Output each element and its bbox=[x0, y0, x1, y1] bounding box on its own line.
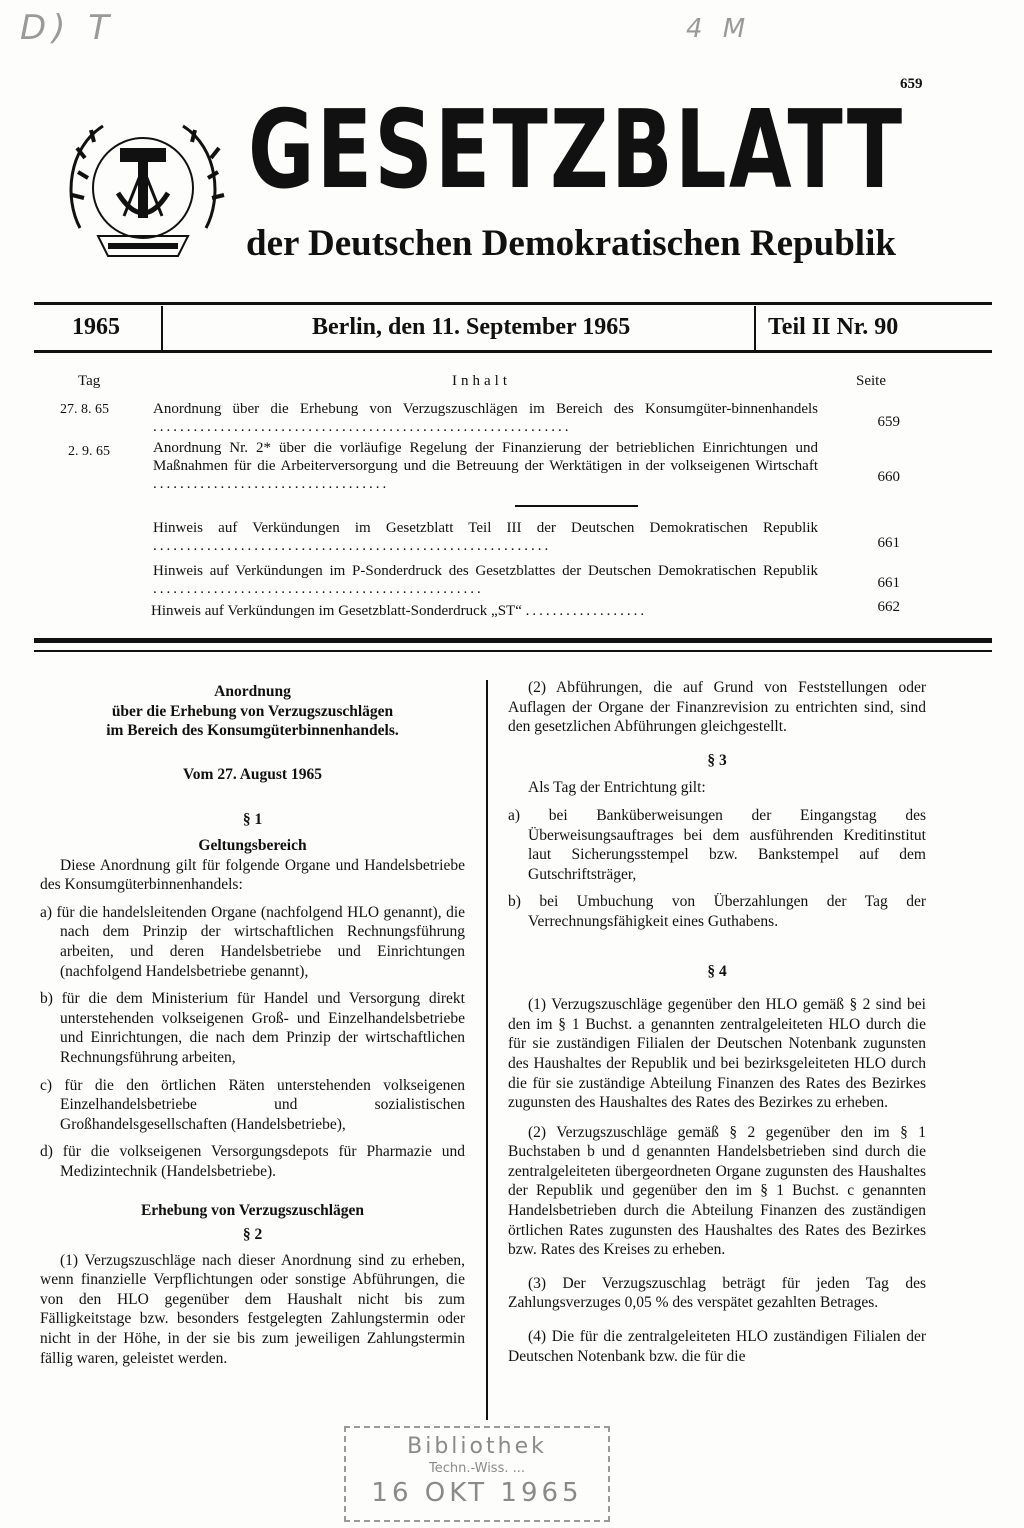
rule-bottom bbox=[34, 350, 992, 353]
list-item: a) für die handelsleitenden Organe (nachfolgend HLO genannt), die nach dem Prinzip der wirtschaftlichen Rechnungsführung arbeiten, und deren Handelsbetriebe und Einrichtungen (nachfolgend Handelsbetriebe genannt), bbox=[40, 903, 465, 980]
paragraph: (4) Die für die zentralgeleiteten HLO zuständigen Filialen der Deutschen Notenbank bzw. die für die bbox=[508, 1328, 926, 1365]
toc-notice-page: 661 bbox=[877, 535, 900, 551]
handwritten-mark-right: 4 M bbox=[686, 14, 752, 44]
paragraph: (3) Der Verzugszuschlag beträgt für jeden Tag des Zahlungsverzuges 0,05 % des verspätet gezahlten Betrages. bbox=[508, 1274, 926, 1312]
list-item: b) für die dem Ministerium für Handel und Versorgung direkt unterstehenden volkseigenen Groß- und Einzelhandelsbetriebe und Einrichtungen, die nach dem Prinzip der wirtschaftlichen Rechnungsführung arbeiten, bbox=[40, 990, 465, 1066]
divider-2 bbox=[754, 306, 756, 350]
toc-notice-page: 662 bbox=[877, 599, 900, 615]
toc-notice-text: Hinweis auf Verkündungen im Gesetzblatt Teil III der Deutschen Demokratischen Republik ........................................................... bbox=[153, 520, 818, 554]
section-number: § 4 bbox=[707, 962, 727, 980]
list-item: c) für die den örtlichen Räten unterstehenden volkseigenen Einzelhandelsbetriebe und sozialistischen Großhandelsgesellschaften (Handelsbetriebe), bbox=[40, 1076, 465, 1133]
column-divider bbox=[486, 680, 488, 1420]
paragraph: (1) Verzugszuschläge nach dieser Anordnung sind zu erheben, wenn finanzielle Verpflichtungen oder sonstige Abführungen, die von den HLO gegenüber dem Haushalt nicht bis zum Fälligkeitstage bzw. besonders festgelegten Zahlungstermin oder nicht in der Höhe, in der sie bis zum jeweiligen Zahlungstermin fällig waren, geleistet werden. bbox=[40, 1251, 465, 1367]
article-date: Vom 27. August 1965 bbox=[183, 765, 322, 783]
list-item: b) bei Umbuchung von Überzahlungen der Tag der Verrechnungsfähigkeit eines Guthabens. bbox=[508, 893, 926, 930]
list-item: d) für die volkseigenen Versorgungsdepots für Pharmazie und Medizintechnik (Handelsbetriebe). bbox=[40, 1143, 465, 1180]
divider-1 bbox=[161, 306, 163, 350]
toc-notice-text: Hinweis auf Verkündungen im Gesetzblatt-Sonderdruck „ST“ .................. bbox=[151, 603, 648, 619]
toc-notice-text: Hinweis auf Verkündungen im P-Sonderdruck des Gesetzblattes der Deutschen Demokratischen Republik ................................................. bbox=[153, 563, 818, 597]
toc-entry-date: 2. 9. 65 bbox=[68, 444, 110, 459]
article-title: über die Erhebung von Verzugszuschlägen bbox=[111, 702, 394, 720]
issue-number: Teil II Nr. 90 bbox=[768, 314, 899, 340]
toc-entry-page: 660 bbox=[877, 469, 900, 485]
toc-page-header: Seite bbox=[856, 373, 886, 389]
stamp-line: Techn.-Wiss. ... bbox=[428, 1461, 526, 1476]
handwritten-mark-left: D) T bbox=[20, 8, 116, 48]
left-column bbox=[40, 682, 465, 1368]
toc-separator bbox=[515, 505, 638, 507]
stamp-date: 16 OKT 1965 bbox=[371, 1478, 583, 1508]
paragraph: (1) Verzugszuschläge gegenüber den HLO gemäß § 2 sind bei den im § 1 Buchst. a genannten zentralgeleiteten HLO durch die für sie zuständigen Filialen der Deutschen Notenbank zugunsten des Haushaltes der Republik und bei bezirksgeleiteten HLO durch die für sie zuständige Abteilung Finanzen des Rates des Bezirkes zugunsten des Haushaltes des Rates des Bezirkes zu erheben. bbox=[508, 996, 926, 1112]
state-emblem-icon bbox=[58, 108, 228, 278]
right-column bbox=[508, 678, 926, 1366]
toc-date-header: Tag bbox=[78, 373, 101, 389]
section-heading: Erhebung von Verzugszuschlägen bbox=[140, 1202, 365, 1220]
masthead-subtitle: der Deutschen Demokratischen Republik bbox=[246, 223, 896, 264]
article-title: im Bereich des Konsumgüterbinnenhandels. bbox=[106, 722, 399, 740]
toc-entry-text: Anordnung Nr. 2* über die vorläufige Regelung der Finanzierung der betrieblichen Einrichtungen und Maßnahmen für die Arbeiterversorgung und die Betreuung der Werktätigen in der volkseigenen Wirtschaft ................................... bbox=[153, 440, 818, 492]
section-number: § 2 bbox=[242, 1226, 263, 1244]
section-rule-thick bbox=[34, 638, 992, 643]
stamp-line: Bibliothek bbox=[407, 1434, 547, 1459]
toc-notice-page: 661 bbox=[877, 575, 900, 591]
issue-year: 1965 bbox=[72, 314, 120, 340]
masthead-title: GESETZBLATT bbox=[248, 88, 905, 213]
issue-place-date: Berlin, den 11. September 1965 bbox=[312, 314, 631, 340]
section-number: § 3 bbox=[707, 751, 727, 769]
list-item: a) bei Banküberweisungen der Eingangstag des Überweisungsauftrages bei dem ausführenden Kreditinstitut laut Sicherungsstempel bzw. Bankstempel auf dem Gutschriftsträger, bbox=[508, 806, 926, 883]
paragraph: Diese Anordnung gilt für folgende Organe und Handelsbetriebe des Konsumgüterbinnenhandels: bbox=[40, 856, 465, 894]
toc-entry-page: 659 bbox=[877, 414, 900, 430]
article-title: Anordnung bbox=[214, 683, 291, 700]
rule-top bbox=[34, 302, 992, 305]
section-heading: Geltungsbereich bbox=[198, 836, 307, 854]
toc-entry-date: 27. 8. 65 bbox=[60, 402, 109, 417]
section-number: § 1 bbox=[242, 811, 263, 829]
toc-title-header: Inhalt bbox=[452, 373, 511, 389]
library-stamp bbox=[344, 1426, 610, 1522]
paragraph: (2) Abführungen, die auf Grund von Feststellungen oder Auflagen der Organe der Finanzrevision zu entrichten sind, sind den gesetzlichen Abführungen gleichgestellt. bbox=[508, 679, 926, 736]
toc-entry-text: Anordnung über die Erhebung von Verzugszuschlägen im Bereich des Konsumgüter-binnenhandels .............................................................. bbox=[153, 401, 818, 435]
page-number: 659 bbox=[900, 76, 923, 92]
paragraph: (2) Verzugszuschläge gemäß § 2 gegenüber den im § 1 Buchstaben b und d genannten Handelsbetrieben sind durch die zentralgeleiteten übergeordneten Organe zugunsten des Haushaltes der Republik und gegenüber den im § 1 Buchst. c genannten Handelsbetrieben durch die Abteilung Finanzen des zuständigen örtlichen Rates zugunsten des Haushaltes des Rates des Bezirkes bzw. Rates des Kreises zu erheben. bbox=[508, 1123, 926, 1259]
paragraph: Als Tag der Entrichtung gilt: bbox=[528, 779, 706, 797]
section-rule-thin bbox=[34, 650, 992, 652]
